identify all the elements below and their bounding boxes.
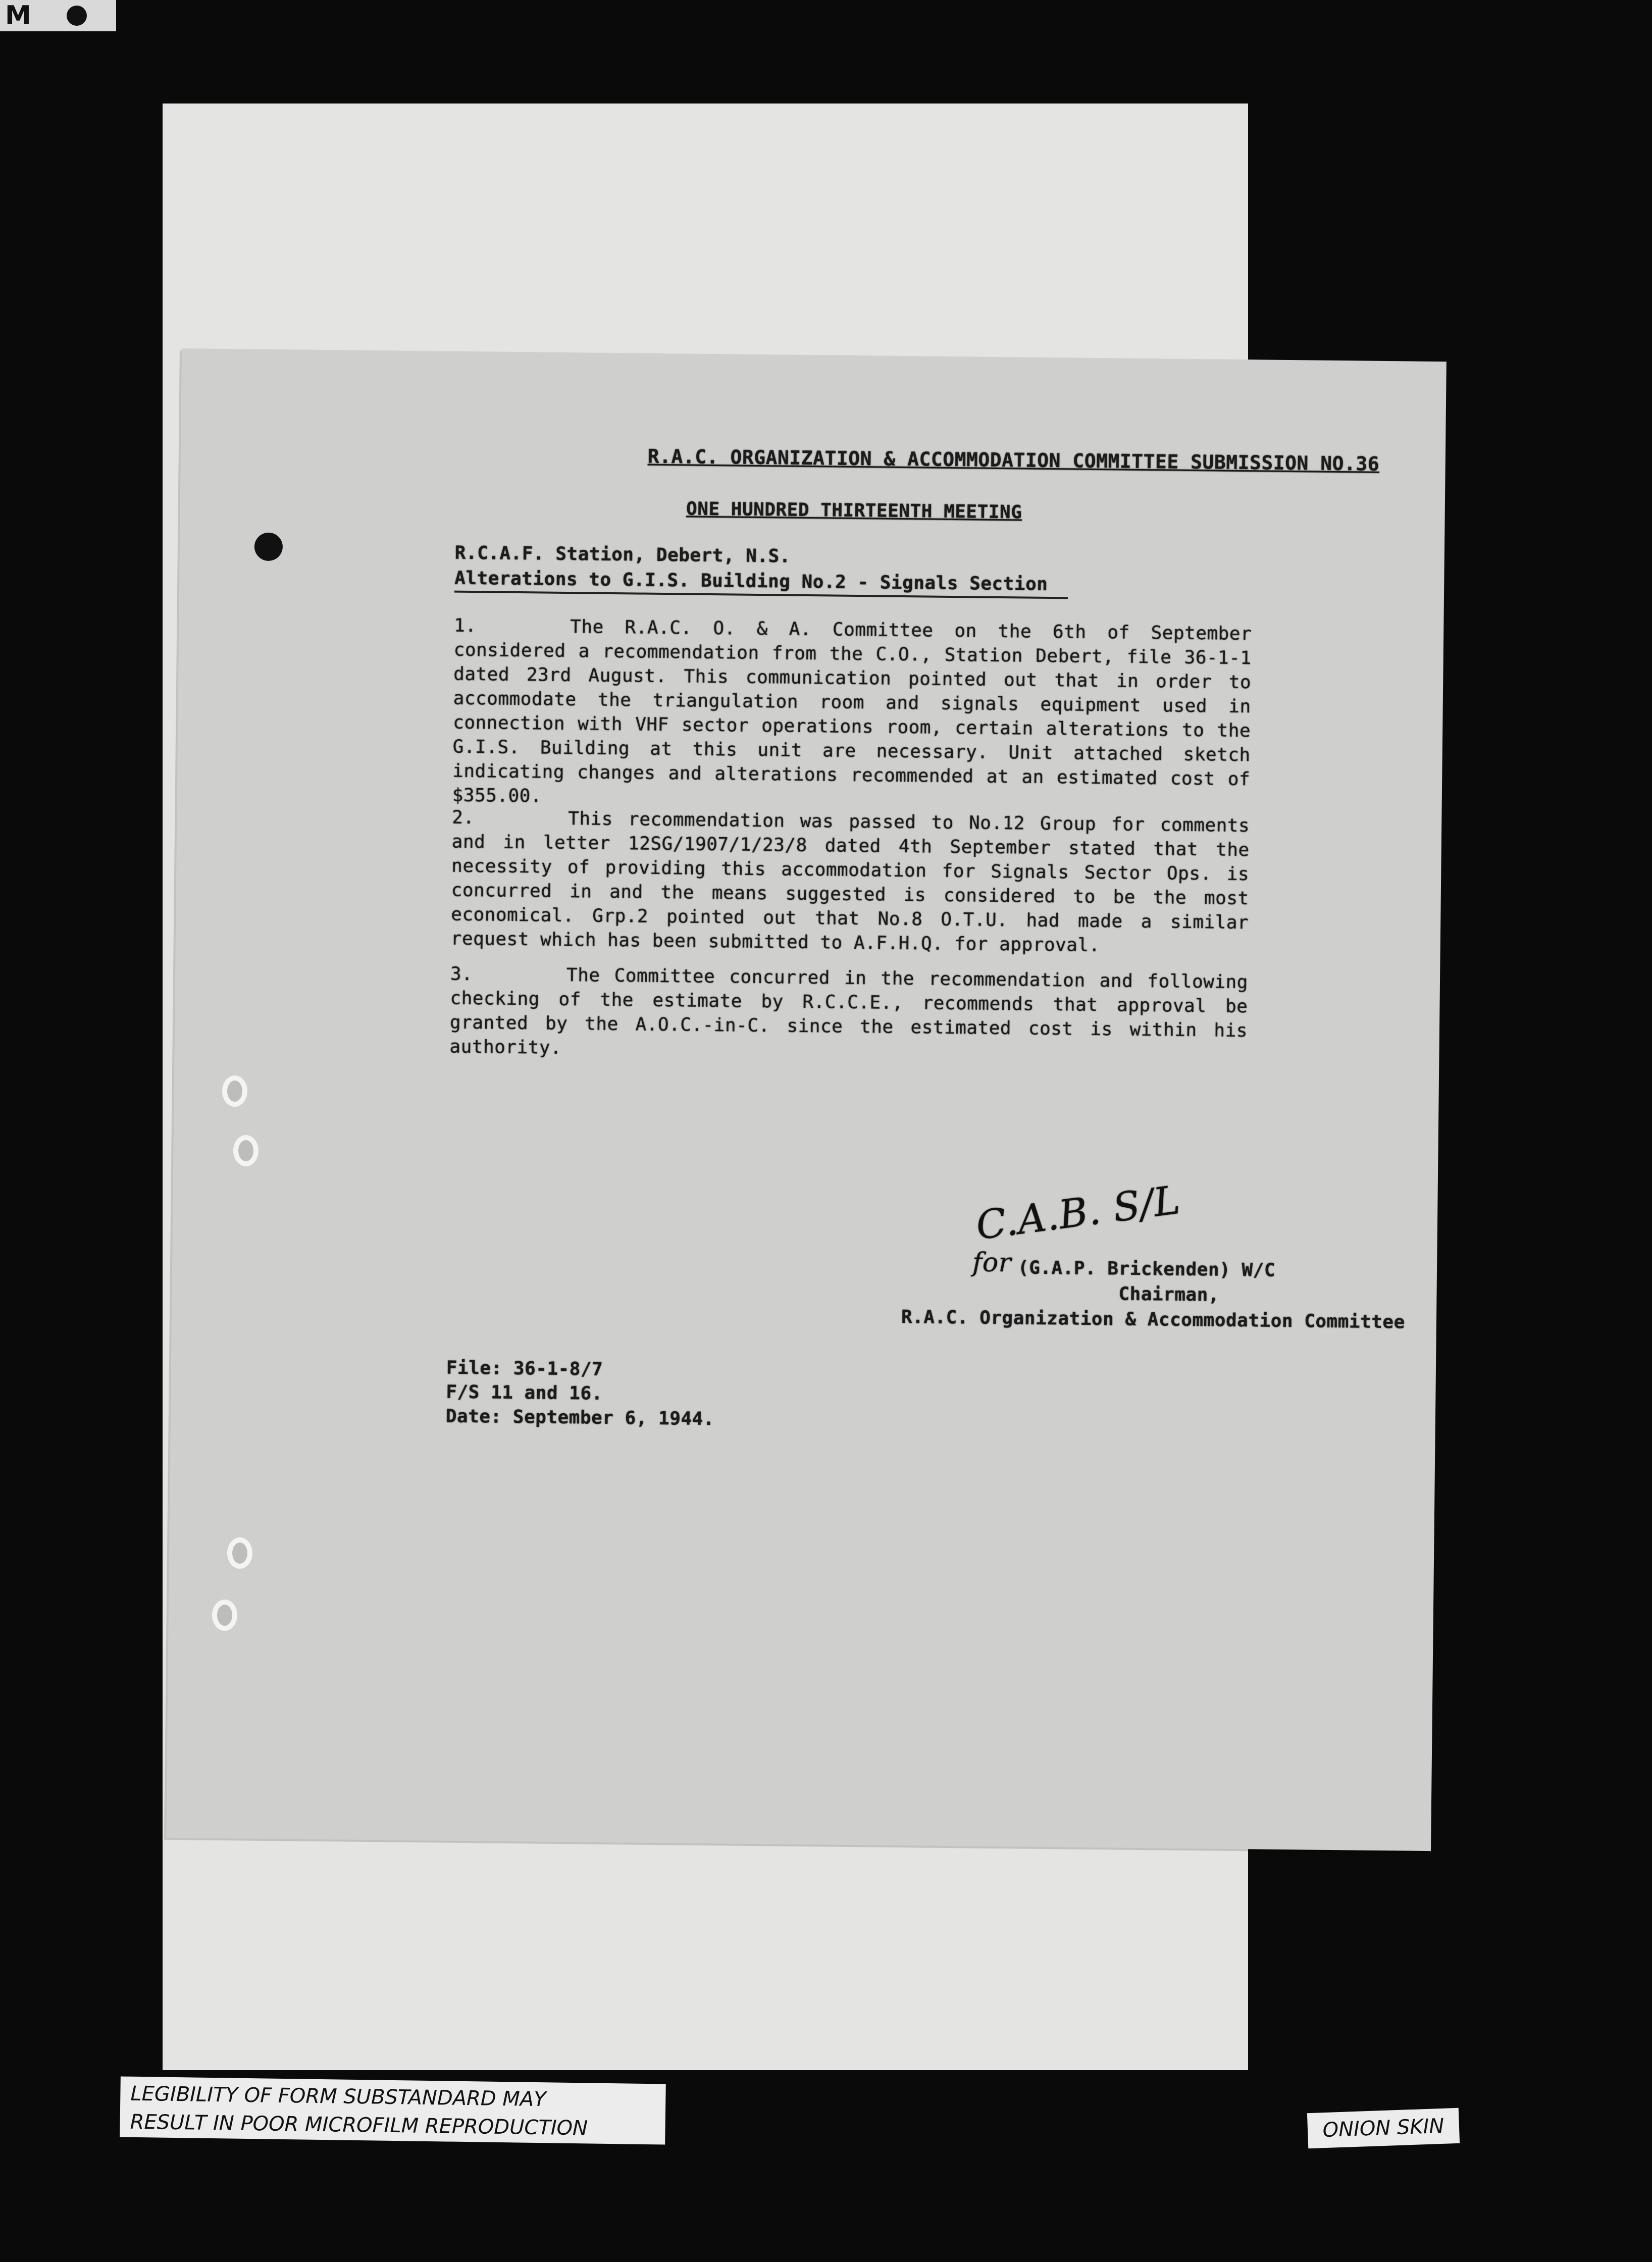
film-mark-letter: M [5, 1, 31, 31]
paragraph-text: The R.A.C. O. & A. Committee on the 6th of September considered a recommendation from the C.O., Station Debert, file 36-1-1 dated 23rd August. This communication pointed out that in order to accommodate the triangulation room and signals equipment used in connection with VHF sector operations room, certain alterations to the G.I.S. Building at this unit are necessary. Unit attached sketch indicating changes and alterations recommended at an estimated cost of $355.00. [452, 616, 1252, 807]
punch-hole-icon [233, 1135, 259, 1166]
meeting-subtitle: ONE HUNDRED THIRTEENTH MEETING [686, 498, 1022, 523]
legibility-warning-line-2: RESULT IN POOR MICROFILM REPRODUCTION [130, 2110, 588, 2140]
punch-hole-icon [254, 533, 283, 561]
date-reference: Date: September 6, 1944. [445, 1406, 715, 1430]
paragraph-text: This recommendation was passed to No.12 Group for comments and in letter 12SG/1907/1/23/8 dated 4th September stated that the necessity of providing this accommodation for Signals Sector Ops. is concurred in and the means suggested is considered to be the most economical. Grp.2 pointed out that No.8 O.T.U. had made a similar request which has been submitted to A.F.H.Q. for approval. [450, 808, 1250, 956]
paragraph-1 [452, 614, 1252, 816]
film-mark-dot-icon [67, 6, 87, 26]
file-reference: File: 36-1-8/7 [446, 1357, 603, 1380]
document-page [166, 348, 1447, 1851]
paragraph-number: 3. [450, 963, 473, 985]
signatory-committee: R.A.C. Organization & Accommodation Committee [901, 1307, 1405, 1333]
microfilm-frame-mark [0, 0, 116, 31]
legibility-warning-label [120, 2076, 666, 2144]
signatory-title: Chairman, [1118, 1283, 1220, 1306]
paragraph-number: 2. [452, 807, 475, 829]
folio-reference: F/S 11 and 16. [446, 1381, 603, 1404]
legibility-warning-line-1: LEGIBILITY OF FORM SUBSTANDARD MAY [130, 2082, 546, 2112]
document-body [445, 442, 1405, 1430]
onion-skin-label: ONION SKIN [1307, 2108, 1460, 2148]
paragraph-number: 1. [454, 615, 477, 637]
punch-hole-icon [222, 1075, 247, 1107]
paragraph-3 [449, 962, 1248, 1068]
file-references [446, 1356, 715, 1432]
signature-prefix: for [972, 1247, 1012, 1278]
punch-hole-icon [227, 1537, 252, 1569]
handwritten-signature: C.A.B. S/L [973, 1177, 1183, 1249]
station-line: R.C.A.F. Station, Debert, N.S. [454, 542, 791, 567]
paragraph-2 [451, 806, 1250, 960]
paragraph-text: The Committee concurred in the recommendation and following checking of the estimate by R.C.C.E., recommends that approval be granted by the A.O.C.-in-C. since the estimated cost is within his authority. [449, 965, 1249, 1058]
document-title: R.A.C. ORGANIZATION & ACCOMMODATION COMMITTEE SUBMISSION NO.36 [647, 445, 1380, 475]
signatory-name: (G.A.P. Brickenden) W/C [1017, 1257, 1276, 1281]
alteration-heading: Alterations to G.I.S. Building No.2 - Signals Section [454, 567, 1068, 599]
punch-hole-icon [212, 1600, 237, 1631]
